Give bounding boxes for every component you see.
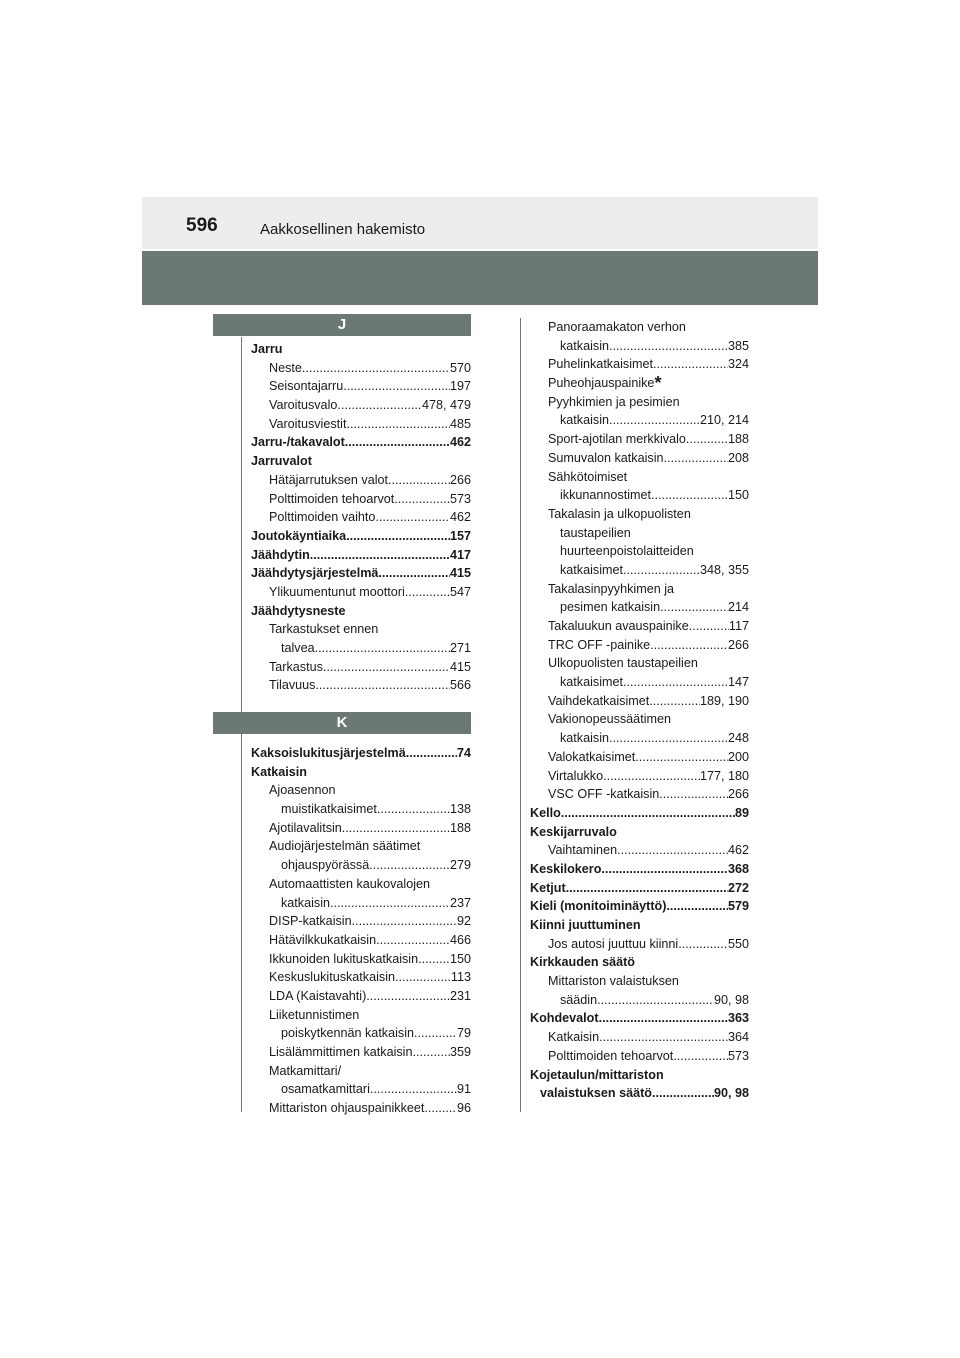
index-entry-label: katkaisimet [560,675,623,690]
index-entry [530,1047,749,1066]
index-entry-label: Keskuslukituskatkaisin [269,970,395,985]
index-entry-label: Polttimoiden tehoarvot [548,1048,674,1063]
index-entry-page: 231 [449,988,471,1003]
index-entry-page: 188 [727,432,749,447]
index-entry-label: ohjauspyörässä [281,858,370,873]
index-entry-label: Vakionopeussäätimen [548,712,671,727]
index-entry-page: 324 [727,357,749,372]
index-entry-label: Neste [269,360,302,375]
index-column-right [530,318,749,1103]
index-entry [530,393,749,412]
leader-dots [394,490,450,509]
index-entry [530,692,749,711]
index-entry-label: Jäähdytysjärjestelmä [251,566,379,581]
leader-dots [418,950,450,969]
leader-dots [651,486,728,505]
index-entry [251,819,471,838]
index-entry-label: Lisälämmittimen katkaisin [269,1045,413,1059]
index-entry-page: 566 [449,678,471,693]
index-entry-page: 138 [449,802,471,817]
leader-dots [375,508,450,527]
index-entry-page: 485 [449,416,471,431]
leader-dots [366,987,450,1006]
index-entry-label: Takalasinpyyhkimen ja [548,581,674,596]
page-title: Aakkosellinen hakemisto [260,221,426,238]
page-number: 596 [186,215,218,236]
section-header-k: K [213,712,471,734]
index-entry [251,359,471,378]
leader-dots [566,879,728,898]
leader-dots [689,617,729,636]
index-entry-label: Mittariston ohjauspainikkeet [269,1101,425,1116]
index-entry-page: 177, 180 [699,768,749,783]
index-entry [251,602,471,621]
leader-dots [652,1084,714,1103]
leader-dots [330,894,450,913]
index-entry [251,987,471,1006]
index-entry [251,471,471,490]
index-entry [530,542,749,561]
index-entry [530,486,749,505]
leader-dots [623,561,700,580]
index-entry-page: 89 [734,805,749,820]
leader-dots [414,1024,457,1043]
index-entry-label: Ketjut [530,880,566,895]
leader-dots [609,729,728,748]
index-entry-label: Tarkastus [269,659,323,674]
index-entry-label: Kaksoislukitusjärjestelmä [251,746,406,760]
index-entry-label: katkaisin [560,413,609,428]
index-entry-label: Kieli (monitoiminäyttö) [530,899,667,914]
index-entry-label: Varoitusvalo [269,398,338,413]
index-entry [251,763,471,782]
index-entry-page: 368 [727,861,749,876]
index-entry-label: Kirkkauden säätö [530,955,635,970]
index-entry-label: Polttimoiden tehoarvot [269,491,395,506]
index-entry-label: säädin [560,992,598,1007]
leader-dots [370,1080,457,1099]
leader-dots [609,337,728,356]
index-entry [251,433,471,452]
index-entry-label: Katkaisin [251,764,307,779]
index-entry [251,1062,471,1081]
index-entry-page: 415 [449,566,471,581]
index-entry [530,897,749,916]
index-entry [251,639,471,658]
index-entry-page: 266 [449,472,471,487]
header-bar [142,251,818,305]
leader-dots [376,931,450,950]
index-entry-label: Liiketunnistimen [269,1007,360,1022]
index-entry-label: Seisontajarru [269,379,344,394]
index-entry-label: Takalasin ja ulkopuolisten [548,506,691,521]
index-entry [251,800,471,819]
index-entry [530,337,749,356]
index-entry-label: Keskilokero [530,861,602,876]
index-entry-label: Jarru-/takavalot [251,435,345,450]
leader-dots [603,767,700,786]
leader-dots [664,449,728,468]
index-entry [530,1028,749,1047]
index-entry [251,1006,471,1025]
leader-dots [315,639,450,658]
index-entry-label: LDA (Kaistavahti) [269,988,367,1003]
index-entry-page: 478, 479 [421,398,471,413]
index-entry-page: 359 [449,1045,471,1059]
leader-dots [599,1028,728,1047]
index-entry-page: 417 [449,547,471,562]
leader-dots [369,856,450,875]
index-entry-label: Ikkunoiden lukituskatkaisin [269,951,419,966]
index-entry-label: Tarkastukset ennen [269,622,379,637]
leader-dots [405,583,450,602]
index-entry-label: Panoraamakaton verhon [548,320,686,334]
index-entry-label: osamatkamittari [281,1082,370,1097]
index-entry-page: 210, 214 [699,413,749,428]
index-entry-label: Takaluukun avauspainike [548,619,689,633]
index-entry [251,950,471,969]
leader-dots [315,676,450,695]
leader-dots [424,1099,457,1118]
index-entry [530,524,749,543]
index-entry [251,1043,471,1062]
index-entry-page: 237 [449,895,471,910]
index-entry [251,894,471,913]
leader-dots [346,527,450,546]
index-entry-label: TRC OFF -painike [548,637,651,652]
index-entry [251,676,471,695]
index-entry-page: 90, 98 [713,992,749,1007]
index-entry-page: 248 [727,731,749,746]
index-entry-label: Jarruvalot [251,454,312,469]
index-entry [251,1099,471,1118]
index-entry-label: Tilavuus [269,678,316,693]
index-entry-page: 550 [727,936,749,951]
index-entry [530,935,749,954]
index-entry [251,377,471,396]
leader-dots [666,897,728,916]
leader-dots [623,673,728,692]
leader-dots [323,658,450,677]
index-entry [530,598,749,617]
index-entry-label: Kohdevalot [530,1011,599,1026]
index-entry-label: Mittariston valaistuksen [548,974,679,989]
index-entry-label: taustapeilien [560,525,631,540]
index-entry-page: 157 [449,528,471,543]
index-entry [530,318,749,337]
index-entry [530,580,749,599]
leader-dots [653,355,728,374]
index-entry [530,1084,749,1103]
index-entry-label: valaistuksen säätö [540,1086,653,1101]
index-entry-label: Kojetaulun/mittariston [530,1067,664,1082]
index-entry-page: 348, 355 [699,562,749,577]
index-entry [251,837,471,856]
index-entry-label: Varoitusviestit [269,416,347,431]
index-entry-page: 547 [449,584,471,599]
leader-dots [406,744,457,763]
index-entry-label: muistikatkaisimet [281,802,377,817]
index-entry-label: Hätäjarrutuksen valot [269,472,389,487]
index-entry-page: 147 [727,675,749,690]
index-entry [251,1080,471,1099]
leader-dots [337,396,422,415]
index-entry [251,340,471,359]
leader-dots [660,598,728,617]
index-entry [530,654,749,673]
index-entry-label: Matkamittari/ [269,1063,342,1078]
index-entry [530,972,749,991]
index-entry [251,968,471,987]
index-entry-page: 272 [727,880,749,895]
index-entry [530,505,749,524]
leader-dots [673,1047,728,1066]
index-entry [251,856,471,875]
index-entry-page: 364 [727,1030,749,1045]
index-entry-page: 117 [728,619,749,633]
leader-dots [561,804,735,823]
index-entry [530,710,749,729]
index-entry-page: 188 [449,820,471,835]
index-entry-page: 385 [727,338,749,353]
index-entry-label: Jäähdytysneste [251,603,346,618]
index-entry [251,527,471,546]
leader-dots [343,377,450,396]
index-entry-label: Automaattisten kaukovalojen [269,876,431,891]
index-entry-label: Puhelinkatkaisimet [548,357,653,372]
index-entry-label: katkaisimet [560,562,623,577]
index-entry-page: 79 [456,1026,471,1041]
index-entry-label: Pyyhkimien ja pesimien [548,394,680,409]
index-entry [251,583,471,602]
leader-dots [412,1043,450,1062]
index-entry [530,617,749,636]
index-entry [251,912,471,931]
index-entry-label: Joutokäyntiaika [251,528,347,543]
leader-dots [659,785,728,804]
index-entry-label: Kiinni juuttuminen [530,918,641,932]
index-entry [530,636,749,655]
index-entry [251,564,471,583]
index-entry-page: 266 [727,787,749,802]
index-entry-page: 189, 190 [699,693,749,708]
index-entry [530,748,749,767]
section-header-j: J [213,314,471,336]
index-entry [530,841,749,860]
index-entry [530,430,749,449]
index-entry-page: 197 [449,379,471,394]
index-entry-page: 573 [449,491,471,506]
column-divider-middle [520,318,521,1112]
index-entry-page: 570 [449,360,471,375]
leader-dots [649,692,700,711]
leader-dots [395,968,451,987]
leader-dots [601,860,728,879]
index-entry-label: pesimen katkaisin [560,600,661,615]
leader-dots [302,359,450,378]
index-entry [251,1024,471,1043]
index-entry-label: Polttimoiden vaihto [269,510,376,525]
header-band [142,197,818,249]
index-entry-label: Katkaisin [548,1030,600,1045]
index-entry [251,396,471,415]
index-entry-label: Sport-ajotilan merkkivalo [548,432,686,447]
leader-dots [678,935,728,954]
index-entry [530,991,749,1010]
index-entry [251,931,471,950]
index-entry-label: Puheohjauspainike [548,376,655,391]
index-entry [251,781,471,800]
index-entry-page: 96 [456,1101,471,1116]
index-entry [530,767,749,786]
index-entry-label: talvea [281,641,315,655]
index-entry [530,860,749,879]
index-entry [251,546,471,565]
index-entry-page: 90, 98 [713,1086,749,1101]
index-entry [530,785,749,804]
index-column-k [251,744,471,1118]
index-entry [530,823,749,842]
index-entry [530,449,749,468]
index-entry [530,729,749,748]
index-entry-page: 279 [449,858,471,873]
index-entry [251,490,471,509]
index-entry-page: 462 [449,435,471,450]
leader-dots [378,564,450,583]
leader-dots [346,415,450,434]
leader-dots [650,636,728,655]
index-entry-label: Audiojärjestelmän säätimet [269,839,421,854]
index-entry [530,411,749,430]
index-entry-page: 266 [727,637,749,652]
index-entry-label: Ylikuumentunut moottori [269,584,405,599]
index-entry [530,673,749,692]
index-entry-page: 462 [449,510,471,525]
index-entry [251,744,471,763]
index-entry [251,415,471,434]
index-entry-label: katkaisin [560,338,609,353]
index-entry [530,804,749,823]
index-entry [251,508,471,527]
index-entry-label: Jos autosi juuttuu kiinni [548,936,679,951]
index-entry-label: Jäähdytin [251,547,310,562]
index-entry [251,658,471,677]
index-entry-label: Kello [530,805,561,820]
index-entry-label: Ajotilavalitsin [269,820,342,835]
index-entry [530,355,749,374]
index-entry [251,875,471,894]
index-entry-page: 91 [456,1082,471,1097]
index-entry-page: 113 [450,970,471,985]
leader-dots [597,991,714,1010]
index-entry-label: katkaisin [281,895,330,910]
index-entry-label: huurteenpoistolaitteiden [560,544,694,559]
index-entry [530,953,749,972]
index-entry-page: 363 [727,1011,749,1026]
index-column-j [251,340,471,695]
index-entry-page: 74 [456,746,471,760]
index-entry-label: Ulkopuolisten taustapeilien [548,656,698,671]
index-entry-page: 462 [727,843,749,858]
leader-dots [388,471,450,490]
index-entry-label: Jarru [251,342,283,356]
leader-dots [342,819,450,838]
leader-dots [635,748,728,767]
index-entry [530,916,749,935]
index-entry-page: 573 [727,1048,749,1063]
index-entry-label: DISP-katkaisin [269,914,352,929]
index-entry-page: 208 [727,450,749,465]
index-entry-label: Vaihtaminen [548,843,618,858]
index-entry-page: 579 [727,899,749,914]
index-entry [530,468,749,487]
index-entry [251,620,471,639]
leader-dots [599,1009,728,1028]
index-entry-label: poiskytkennän katkaisin [281,1026,415,1041]
leader-dots [617,841,728,860]
leader-dots [345,433,450,452]
index-entry-page: 466 [449,932,471,947]
index-entry-label: Vaihdekatkaisimet [548,693,650,708]
index-entry-page: 415 [449,659,471,674]
index-entry-page: 92 [456,914,471,929]
leader-dots [377,800,450,819]
index-entry-page: 271 [449,641,471,655]
leader-dots [609,411,700,430]
index-entry: Puheohjauspainike * [548,373,662,394]
index-entry-page: 214 [727,600,749,615]
index-entry-label: Sähkötoimiset [548,469,628,484]
index-entry [251,452,471,471]
index-entry-label: Ajoasennon [269,783,336,798]
index-entry-label: VSC OFF -katkaisin [548,787,660,802]
index-entry [530,1066,749,1085]
index-entry [530,561,749,580]
index-entry [530,1009,749,1028]
index-entry-page: 200 [727,749,749,764]
leader-dots [686,430,728,449]
index-entry-page: 150 [727,488,749,503]
index-entry-label: ikkunannostimet [560,488,652,503]
index-entry-label: Valokatkaisimet [548,749,636,764]
index-entry-label: Keskijarruvalo [530,824,617,839]
index-entry-label: Virtalukko [548,768,604,783]
index-entry-label: Hätävilkkukatkaisin [269,932,377,947]
index-entry-page: 150 [449,951,471,966]
index-entry-label: katkaisin [560,731,609,746]
leader-dots [310,546,450,565]
index-entry-label: Sumuvalon katkaisin [548,450,664,465]
index-entry [530,879,749,898]
leader-dots [352,912,457,931]
